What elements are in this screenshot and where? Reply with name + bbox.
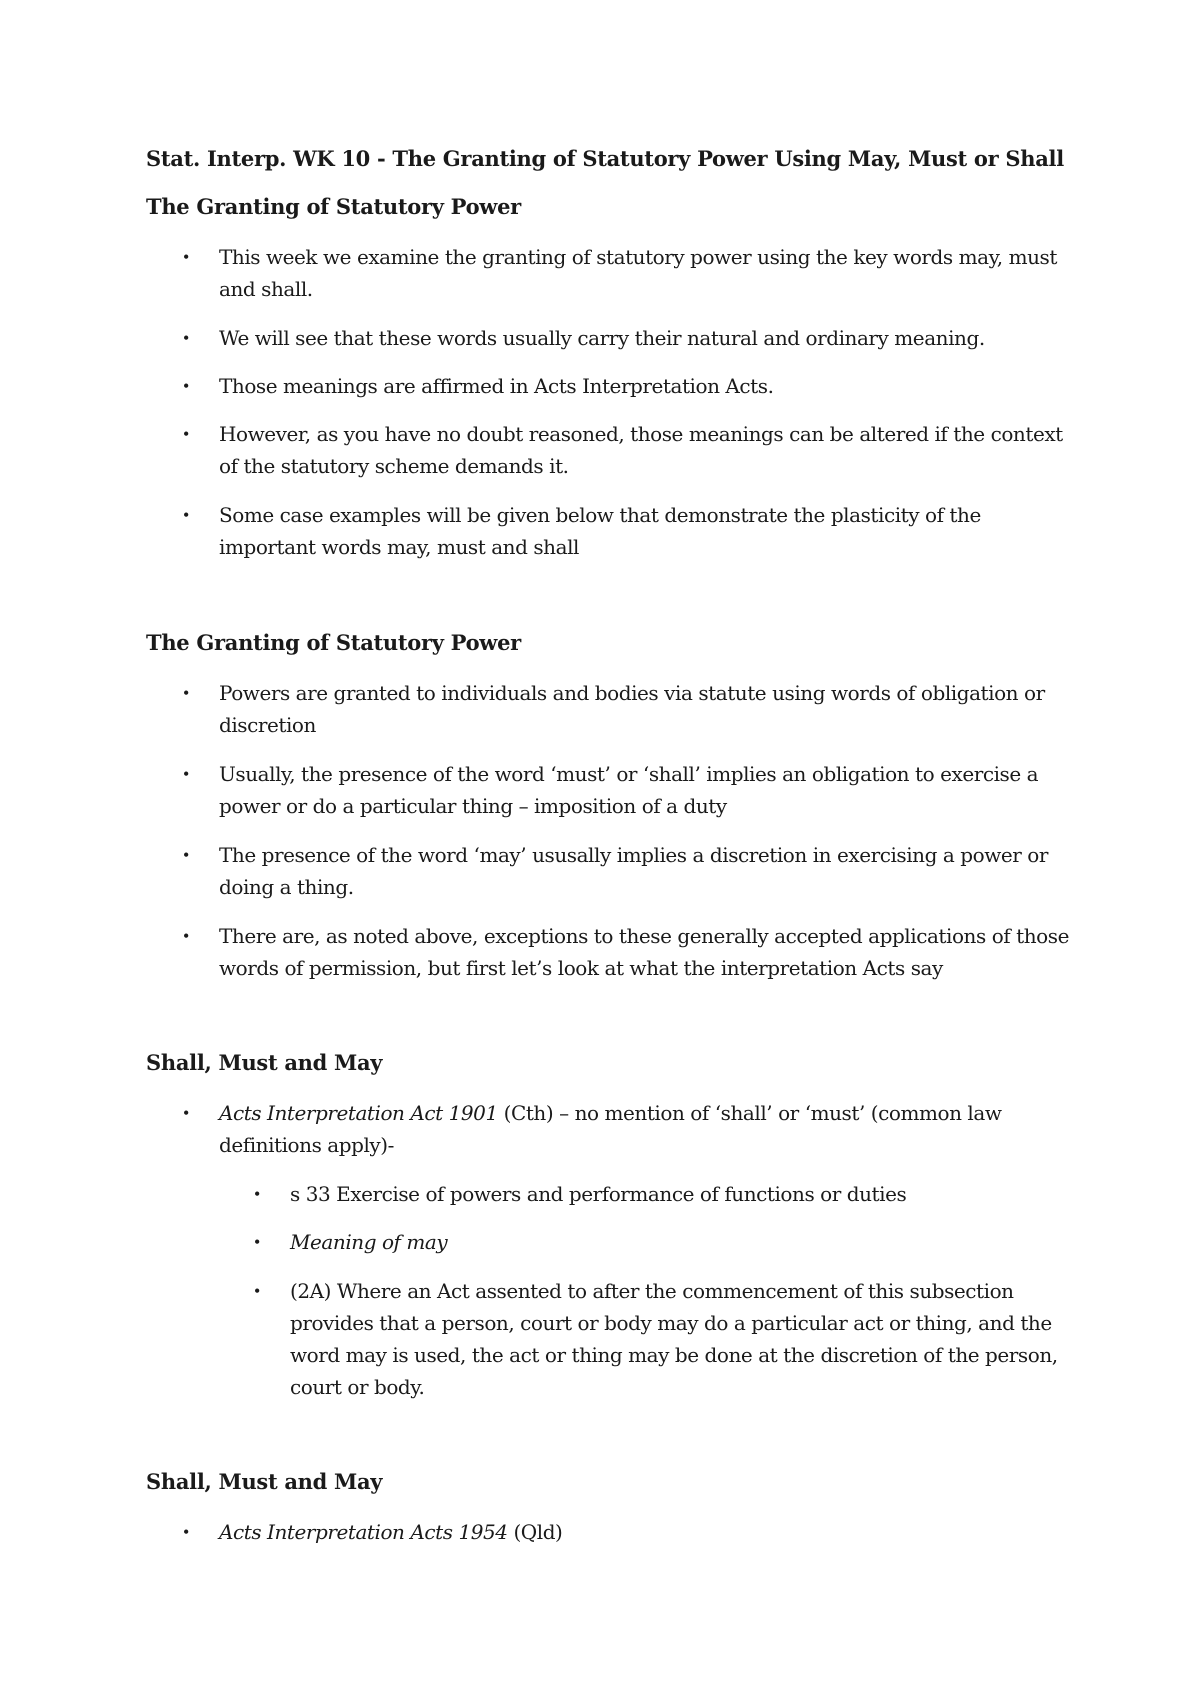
bullet-icon: • xyxy=(183,1522,190,1542)
bullet-icon: • xyxy=(183,505,190,525)
document-title: Stat. Interp. WK 10 - The Granting of Statutory Power Using May, Must or Shall xyxy=(146,146,1064,171)
bullet-icon: • xyxy=(183,764,190,784)
list-item-text: Powers are granted to individuals and bodies via statute using words of obligation or discretion xyxy=(219,681,1045,737)
act-title: Acts Interpretation Act 1901 xyxy=(219,1101,498,1125)
list-item-text: The presence of the word ‘may’ ususally implies a discretion in exercising a power or doing a thing. xyxy=(219,843,1048,899)
bullet-icon: • xyxy=(254,1281,261,1301)
bullet-icon: • xyxy=(183,376,190,396)
act-title: Acts Interpretation Acts 1954 xyxy=(219,1520,508,1544)
list-item-text: There are, as noted above, exceptions to these generally accepted applications of those words of permission, but first let’s look at what the interpretation Acts say xyxy=(219,924,1069,980)
bullet-icon: • xyxy=(183,683,190,703)
bullet-icon: • xyxy=(183,424,190,444)
list-item-text: We will see that these words usually carry their natural and ordinary meaning. xyxy=(219,326,985,350)
list-item-text: Those meanings are affirmed in Acts Interpretation Acts. xyxy=(219,374,774,398)
list-item-text xyxy=(219,1097,1079,1161)
bullet-icon: • xyxy=(183,926,190,946)
bullet-icon: • xyxy=(183,845,190,865)
list-item-text: Usually, the presence of the word ‘must’ or ‘shall’ implies an obligation to exercise a power or do a particular thing – imposition of a duty xyxy=(219,762,1039,818)
list-item-text: s 33 Exercise of powers and performance of functions or duties xyxy=(290,1182,907,1206)
bullet-icon: • xyxy=(183,1103,190,1123)
list-item-text: This week we examine the granting of statutory power using the key words may, must and shall. xyxy=(219,245,1057,301)
list-item-text: Some case examples will be given below that demonstrate the plasticity of the important words may, must and shall xyxy=(219,503,981,559)
section-heading: The Granting of Statutory Power xyxy=(146,630,521,655)
list-item-text: (2A) Where an Act assented to after the commencement of this subsection provides that a person, court or body may do a particular act or thing, and the word may is used, the act or thing may be done at the discretion of the person, court or body. xyxy=(290,1279,1058,1399)
act-description: (Qld) xyxy=(507,1520,563,1544)
act-description: (Cth) – no mention of ‘shall’ or ‘must’ (common law definitions apply)- xyxy=(219,1101,1002,1157)
bullet-icon: • xyxy=(183,247,190,267)
list-item-text: Meaning of may xyxy=(290,1230,448,1254)
bullet-icon: • xyxy=(254,1184,261,1204)
bullet-icon: • xyxy=(183,328,190,348)
section-heading: Shall, Must and May xyxy=(146,1469,383,1494)
list-item-text: However, as you have no doubt reasoned, those meanings can be altered if the context of the statutory scheme demands it. xyxy=(219,422,1063,478)
section-heading: Shall, Must and May xyxy=(146,1050,383,1075)
section-heading: The Granting of Statutory Power xyxy=(146,194,521,219)
bullet-icon: • xyxy=(254,1232,261,1252)
list-item-text xyxy=(219,1516,1079,1548)
